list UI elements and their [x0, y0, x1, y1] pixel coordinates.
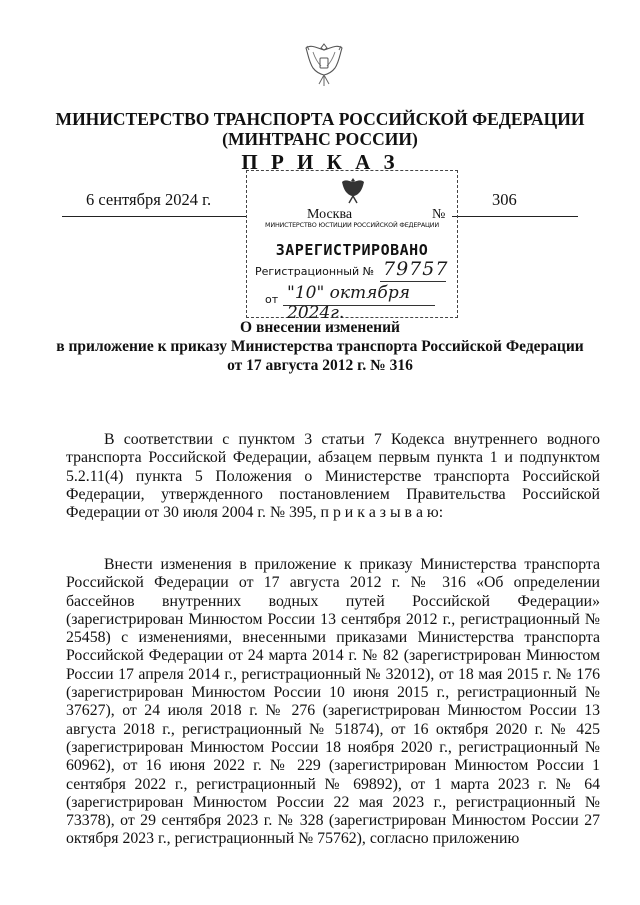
stamp-registration-number: 79757: [383, 258, 449, 280]
stamp-city: Москва: [307, 207, 353, 222]
stamp-number-sign: №: [432, 207, 446, 222]
double-headed-eagle-icon: [303, 40, 345, 90]
body-paragraph-2: Внести изменения в приложение к приказу Министерства транспорта Российской Федерации от 17 августа 2012 г. № 316 «Об определении бассейнов внутренних водных путей Российской Федерации» (зарегистрирован Минюстом России 13 сентября 2012 г., регистрационный № 25458) с изменениями, внесенными приказами Министерства транспорта Российской Федерации от 24 марта 2014 г. № 82 (зарегистрирован Минюстом России 17 апреля 2014 г., регистрационный № 32012), от 18 мая 2015 г. № 176 (зарегистрирован Минюстом России 10 июня 2015 г., регистрационный № 37627), от 24 июля 2018 г. № 276 (зарегистрирован Минюстом России 13 августа 2018 г., регистрационный № 51874), от 16 октября 2020 г. № 425 (зарегистрирован Минюстом России 18 ноября 2020 г., регистрационный № 60962), от 16 июня 2022 г. № 229 (зарегистрирован Минюстом России 1 сентября 2022 г., регистрационный № 69892), от 1 марта 2023 г. № 64 (зарегистрирован Минюстом России 22 мая 2023 г., регистрационный № 73378), от 29 сентября 2023 г. № 328 (зарегистрирован Минюстом России 27 октября 2023 г., регистрационный № 75762), согласно приложению: [66, 556, 600, 848]
date-underline: [62, 216, 246, 217]
ministry-short-name: (МИНТРАНС РОССИИ): [222, 129, 418, 149]
stamp-date-underline: [283, 305, 435, 306]
order-number: 306: [492, 190, 517, 209]
stamp-organization: МИНИСТЕРСТВО ЮСТИЦИИ РОССИЙСКОЙ ФЕДЕРАЦИИ: [265, 221, 439, 229]
registration-stamp: [246, 170, 458, 323]
stamp-eagle-icon: [340, 177, 366, 205]
number-underline: [452, 216, 578, 217]
ministry-name: МИНИСТЕРСТВО ТРАНСПОРТА РОССИЙСКОЙ ФЕДЕРАЦИИ: [55, 109, 585, 129]
body-paragraph-1: В соответствии с пунктом 3 статьи 7 Кодекса внутреннего водного транспорта Российской Федерации, абзацем первым пункта 1 и подпунктом 5.2.11(4) пункта 5 Положения о Министерстве транспорта Российской Федерации, утвержденного постановлением Правительства Российской Федерации от 30 июля 2004 г. № 395, п р и к а з ы в а ю:: [66, 431, 600, 522]
subject-line-3: от 17 августа 2012 г. № 316: [227, 357, 413, 374]
stamp-registered: ЗАРЕГИСТРИРОВАНО: [275, 241, 429, 259]
order-title: П Р И К А З: [241, 150, 399, 174]
stamp-date-handwritten: "10" октября 2024г.: [287, 283, 410, 323]
stamp-date-label: от: [265, 293, 279, 306]
stamp-registration-underline: [380, 281, 446, 282]
subject-line-1: О внесении изменений: [240, 319, 400, 336]
subject-line-2: в приложение к приказу Министерства транспорта Российской Федерации: [56, 338, 584, 355]
order-date: 6 сентября 2024 г.: [86, 190, 212, 209]
stamp-registration-label: Регистрационный №: [255, 265, 375, 278]
